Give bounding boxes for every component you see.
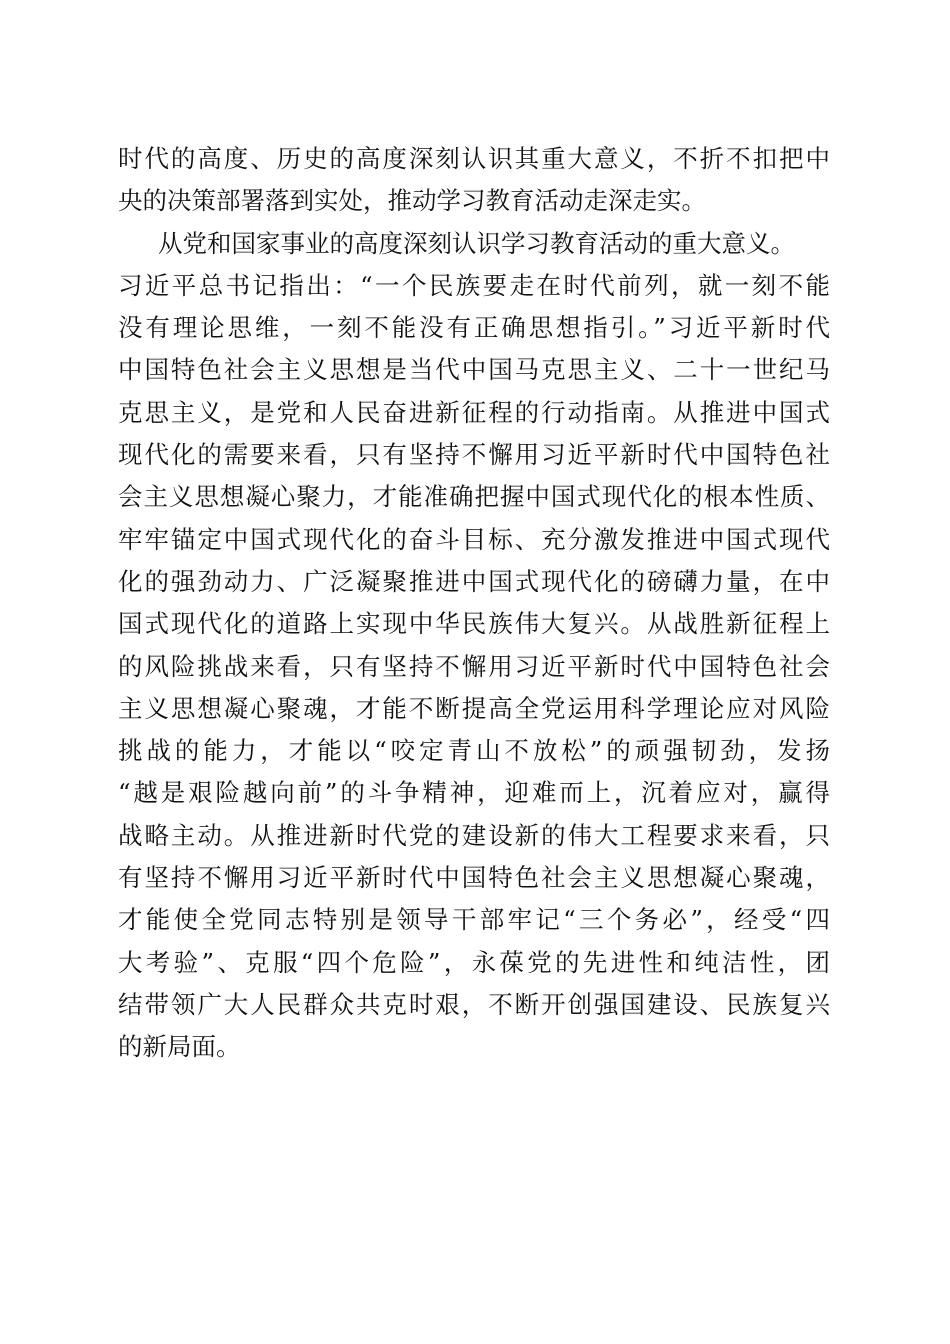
text-line: 牢牢锚定中国式现代化的奋斗目标、充分激发推进中国式现代 [118, 524, 830, 554]
text-line: 有坚持不懈用习近平新时代中国特色社会主义思想凝心聚魂， [118, 863, 830, 893]
text-line: 的新局面。 [118, 1032, 241, 1062]
text-line: 央的决策部署落到实处，推动学习教育活动走深走实。 [118, 186, 706, 216]
text-line: 中国特色社会主义思想是当代中国马克思主义、二十一世纪马 [118, 355, 830, 385]
text-line: 才能使全党同志特别是领导干部牢记“三个务必”，经受“四 [118, 905, 830, 935]
paragraph-first-line: 从党和国家事业的高度深刻认识学习教育活动的重大意义。 [158, 228, 795, 258]
text-line: 时代的高度、历史的高度深刻认识其重大意义，不折不扣把中 [118, 144, 830, 173]
text-line: 结带领广大人民群众共克时艰，不断开创强国建设、民族复兴 [118, 989, 830, 1019]
text-line: 战略主动。从推进新时代党的建设新的伟大工程要求来看，只 [118, 820, 830, 850]
text-line: 没有理论思维，一刻不能没有正确思想指引。”习近平新时代 [118, 313, 830, 343]
text-line: 克思主义，是党和人民奋进新征程的行动指南。从推进中国式 [118, 397, 830, 427]
text-line: 国式现代化的道路上实现中华民族伟大复兴。从战胜新征程上 [118, 609, 830, 639]
text-line: 大考验”、克服“四个危险”，永葆党的先进性和纯洁性，团 [118, 947, 830, 977]
text-line: 主义思想凝心聚魂，才能不断提高全党运用科学理论应对风险 [118, 693, 830, 723]
text-line: 现代化的需要来看，只有坚持不懈用习近平新时代中国特色社 [118, 440, 830, 470]
text-line: “越是艰险越向前”的斗争精神，迎难而上，沉着应对，赢得 [118, 778, 830, 808]
body-text [118, 138, 830, 1069]
text-line: 习近平总书记指出：“一个民族要走在时代前列，就一刻不能 [118, 270, 830, 300]
text-line: 的风险挑战来看，只有坚持不懈用习近平新时代中国特色社会 [118, 651, 830, 681]
text-line: 会主义思想凝心聚力，才能准确把握中国式现代化的根本性质、 [118, 482, 830, 512]
text-line: 化的强劲动力、广泛凝聚推进中国式现代化的磅礴力量，在中 [118, 566, 830, 596]
text-line: 挑战的能力，才能以“咬定青山不放松”的顽强韧劲，发扬 [118, 736, 830, 766]
